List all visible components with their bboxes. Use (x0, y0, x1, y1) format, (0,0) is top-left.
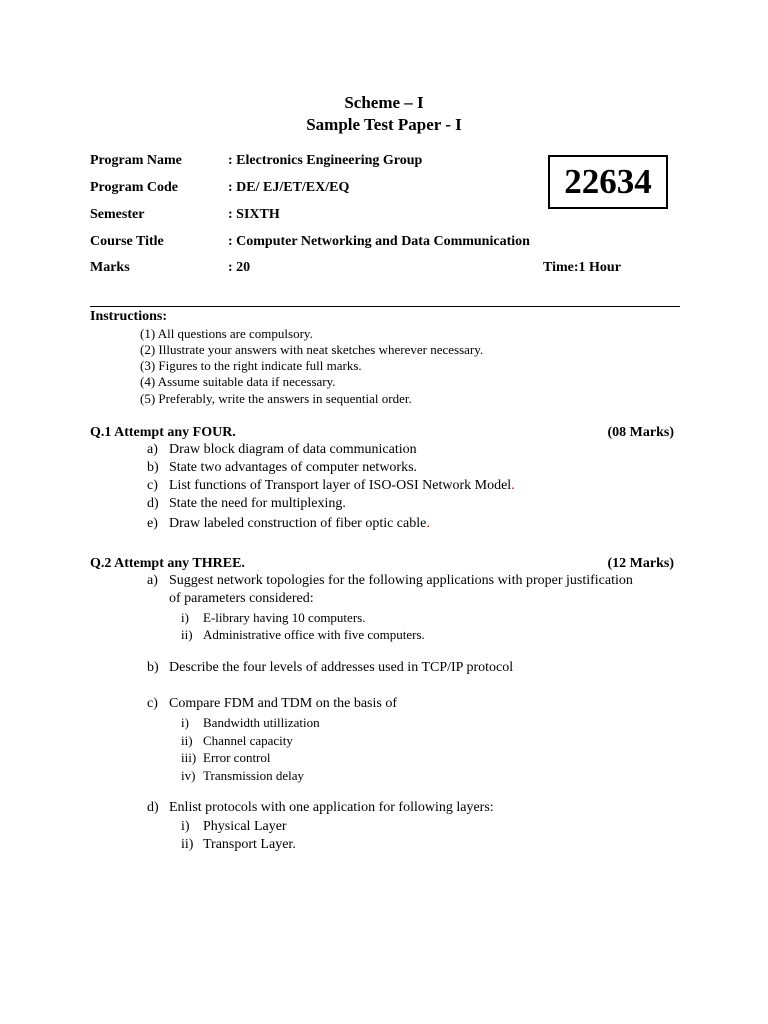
sub-label: ii) (181, 837, 194, 852)
sub-label: iii) (181, 750, 197, 765)
sub-text: Error control (203, 750, 271, 765)
q2-item-a (147, 573, 633, 589)
program-name-label: Program Name (90, 153, 182, 168)
item-text: List functions of Transport layer of ISO-OSI Network Model (169, 478, 512, 493)
q2-a-sub-i (181, 610, 365, 626)
program-code-value: : DE/ EJ/ET/EX/EQ (228, 180, 350, 195)
sub-label: iv) (181, 768, 196, 783)
q1-item-b (147, 460, 417, 476)
q2-c-sub-iv (181, 768, 304, 784)
q2-item-d (147, 800, 494, 816)
item-label: e) (147, 516, 158, 531)
item-label: c) (147, 478, 158, 493)
q1-heading: Q.1 Attempt any FOUR. (90, 425, 236, 440)
item-tail: . (426, 516, 430, 531)
item-tail: . (511, 478, 515, 493)
marks-label: Marks (90, 260, 130, 275)
q1-item-a (147, 442, 417, 458)
sub-text: Channel capacity (203, 733, 293, 748)
q2-marks: (12 Marks) (607, 556, 674, 571)
q1-item-c (147, 478, 515, 494)
item-text: State two advantages of computer networks. (169, 460, 418, 475)
divider (90, 306, 680, 307)
marks-value: : 20 (228, 260, 251, 275)
item-text: Draw labeled construction of fiber optic cable (169, 516, 427, 531)
item-text: Enlist protocols with one application for following layers: (169, 800, 494, 815)
q2-c-sub-i (181, 715, 320, 731)
scheme-title: Scheme – I (344, 93, 424, 112)
sub-text: Transmission delay (203, 768, 304, 783)
instructions-heading: Instructions: (90, 309, 168, 324)
q2-item-b (147, 660, 513, 676)
item-label: d) (147, 496, 159, 511)
q2-a-sub-ii (181, 627, 425, 643)
q2-c-sub-iii (181, 750, 271, 766)
q2-heading: Q.2 Attempt any THREE. (90, 556, 245, 571)
item-label: a) (147, 573, 158, 588)
item-text: Compare FDM and TDM on the basis of (169, 696, 397, 711)
item-text: State the need for multiplexing. (169, 496, 346, 511)
sub-text: Transport Layer (203, 837, 293, 852)
sub-label: i) (181, 819, 190, 834)
q1-marks: (08 Marks) (607, 425, 674, 440)
instruction-item: (3) Figures to the right indicate full marks. (140, 358, 362, 373)
q1-item-d (147, 496, 346, 512)
semester-label: Semester (90, 207, 145, 222)
sub-label: ii) (181, 733, 193, 748)
time-value: Time:1 Hour (543, 260, 621, 275)
instruction-item: (4) Assume suitable data if necessary. (140, 374, 336, 389)
item-label: a) (147, 442, 158, 457)
semester-value: : SIXTH (228, 207, 280, 222)
q1-item-e (147, 516, 430, 532)
q2-item-c (147, 696, 397, 712)
sub-text: Physical Layer (203, 819, 287, 834)
item-text: Describe the four levels of addresses used in TCP/IP protocol (169, 660, 514, 675)
q2-d-sub-ii (181, 837, 296, 853)
course-code-box: 22634 (548, 155, 668, 209)
q2-item-a-continuation: of parameters considered: (169, 591, 314, 606)
item-label: d) (147, 800, 159, 815)
item-label: c) (147, 696, 158, 711)
program-code-label: Program Code (90, 180, 178, 195)
instruction-item: (1) All questions are compulsory. (140, 326, 313, 341)
course-title-label: Course Title (90, 234, 164, 249)
sub-text: Bandwidth utillization (203, 715, 320, 730)
program-name-value: : Electronics Engineering Group (228, 153, 423, 168)
sub-text: Administrative office with five computers. (203, 627, 425, 642)
instruction-item: (5) Preferably, write the answers in sequential order. (140, 391, 412, 406)
item-text: Draw block diagram of data communication (169, 442, 417, 457)
sub-tail: . (292, 837, 296, 852)
sub-label: i) (181, 715, 189, 730)
q2-c-sub-ii (181, 733, 293, 749)
sub-label: i) (181, 610, 189, 625)
paper-title: Sample Test Paper - I (306, 115, 462, 134)
sub-text: E-library having 10 computers. (203, 610, 366, 625)
item-text: Suggest network topologies for the following applications with proper justification (169, 573, 633, 588)
course-title-value: : Computer Networking and Data Communication (228, 234, 530, 249)
q2-d-sub-i (181, 819, 287, 835)
item-label: b) (147, 660, 159, 675)
sub-label: ii) (181, 627, 193, 642)
instruction-item: (2) Illustrate your answers with neat sketches wherever necessary. (140, 342, 484, 357)
item-label: b) (147, 460, 159, 475)
